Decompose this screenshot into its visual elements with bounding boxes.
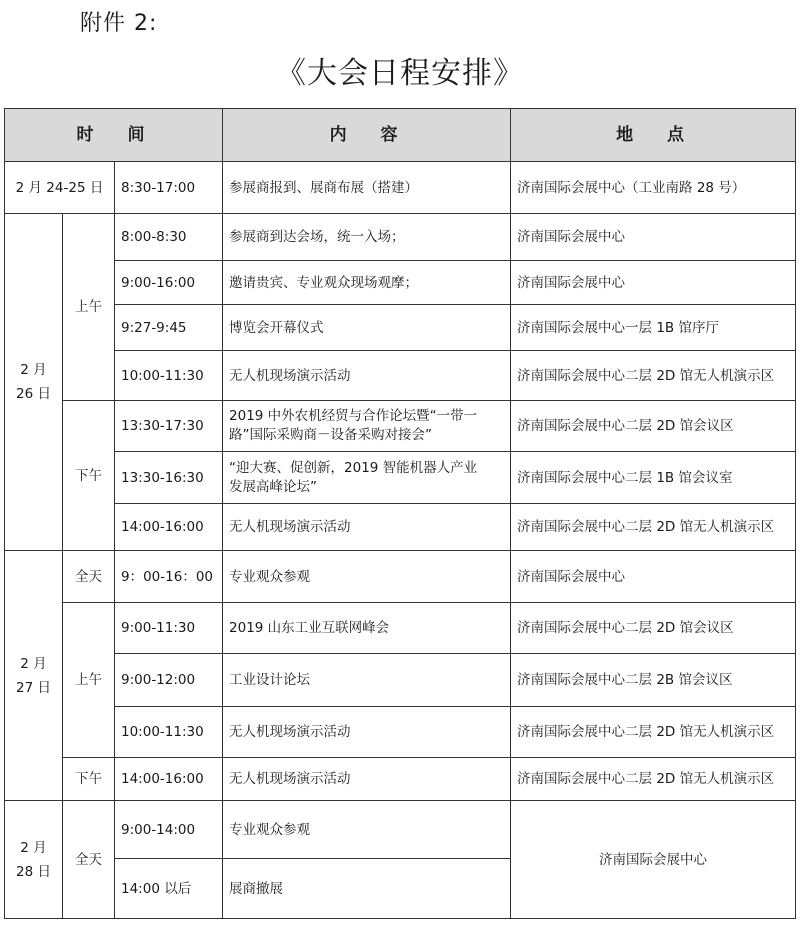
table-row [5, 305, 796, 351]
table-row [5, 551, 796, 603]
time-cell: 9：00-16：00 [115, 551, 223, 603]
table-row [5, 162, 796, 214]
page-title: 《大会日程安排》 [276, 56, 524, 91]
content-cell: 博览会开幕仪式 [223, 305, 511, 351]
table-row [5, 261, 796, 305]
time-cell: 9:00-11:30 [115, 603, 223, 654]
location-cell: 济南国际会展中心二层 1B 馆会议室 [511, 452, 796, 504]
location-cell: 济南国际会展中心 [511, 801, 796, 919]
content-line: 2019 中外农机经贸与合作论坛暨“一带一 [229, 408, 478, 424]
date-day: 26 日 [16, 386, 51, 402]
table-row [5, 758, 796, 801]
content-cell [223, 401, 511, 452]
date-cell [5, 214, 63, 551]
time-cell: 9:27-9:45 [115, 305, 223, 351]
content-cell: 专业观众参观 [223, 801, 511, 859]
schedule-table [4, 108, 796, 919]
content-cell: 参展商到达会场，统一入场； [223, 214, 511, 261]
location-cell: 济南国际会展中心一层 1B 馆序厅 [511, 305, 796, 351]
date-month: 2 月 [20, 839, 47, 856]
date-cell [5, 551, 63, 801]
time-cell: 10:00-11:30 [115, 351, 223, 401]
period-cell: 全天 [63, 551, 115, 603]
time-cell: 13:30-17:30 [115, 401, 223, 452]
content-cell: 专业观众参观 [223, 551, 511, 603]
content-line: 发展高峰论坛” [229, 478, 318, 495]
header-location: 地 点 [511, 109, 796, 162]
location-cell: 济南国际会展中心 [511, 551, 796, 603]
time-cell: 10:00-11:30 [115, 707, 223, 758]
table-row [5, 603, 796, 654]
content-cell: 无人机现场演示活动 [223, 758, 511, 801]
table-header-row [5, 109, 796, 162]
location-cell: 济南国际会展中心二层 2D 馆无人机演示区 [511, 707, 796, 758]
date-month: 2 月 [20, 362, 47, 378]
period-cell: 下午 [63, 401, 115, 551]
table-row [5, 654, 796, 707]
content-line: 路”国际采购商－设备采购对接会” [229, 427, 433, 443]
time-cell: 8:30-17:00 [115, 162, 223, 214]
location-cell: 济南国际会展中心二层 2D 馆无人机演示区 [511, 758, 796, 801]
header-time: 时 间 [5, 109, 223, 162]
content-cell: 邀请贵宾、专业观众现场观摩； [223, 261, 511, 305]
location-cell: 济南国际会展中心（工业南路 28 号） [511, 162, 796, 214]
table-row [5, 401, 796, 452]
time-cell: 14:00-16:00 [115, 504, 223, 551]
location-cell: 济南国际会展中心二层 2D 馆无人机演示区 [511, 504, 796, 551]
attachment-label: 附件 2: [80, 11, 158, 36]
time-cell: 9:00-16:00 [115, 261, 223, 305]
content-cell: 无人机现场演示活动 [223, 504, 511, 551]
time-cell: 13:30-16:30 [115, 452, 223, 504]
period-cell: 下午 [63, 758, 115, 801]
location-cell: 济南国际会展中心二层 2B 馆会议区 [511, 654, 796, 707]
content-cell [223, 452, 511, 504]
date-cell: 2 月 24-25 日 [5, 162, 115, 214]
content-cell: 工业设计论坛 [223, 654, 511, 707]
table-row [5, 452, 796, 504]
table-row [5, 214, 796, 261]
time-cell: 14:00 以后 [115, 859, 223, 919]
location-cell: 济南国际会展中心二层 2D 馆无人机演示区 [511, 351, 796, 401]
location-cell: 济南国际会展中心 [511, 261, 796, 305]
date-day: 28 日 [16, 863, 51, 880]
header-content: 内 容 [223, 109, 511, 162]
content-cell: 参展商报到、展商布展（搭建） [223, 162, 511, 214]
table-row [5, 504, 796, 551]
time-cell: 14:00-16:00 [115, 758, 223, 801]
content-cell: 无人机现场演示活动 [223, 707, 511, 758]
time-cell: 9:00-12:00 [115, 654, 223, 707]
period-cell: 上午 [63, 603, 115, 758]
date-cell [5, 801, 63, 919]
period-cell: 全天 [63, 801, 115, 919]
content-cell: 2019 山东工业互联网峰会 [223, 603, 511, 654]
table-row [5, 351, 796, 401]
time-cell: 8:00-8:30 [115, 214, 223, 261]
date-month: 2 月 [20, 655, 47, 672]
location-cell: 济南国际会展中心二层 2D 馆会议区 [511, 401, 796, 452]
content-line: “迎大赛、促创新，2019 智能机器人产业 [229, 459, 478, 476]
location-cell: 济南国际会展中心二层 2D 馆会议区 [511, 603, 796, 654]
location-cell: 济南国际会展中心 [511, 214, 796, 261]
table-row [5, 801, 796, 859]
time-cell: 9:00-14:00 [115, 801, 223, 859]
date-day: 27 日 [16, 679, 51, 696]
content-cell: 展商撤展 [223, 859, 511, 919]
period-cell: 上午 [63, 214, 115, 401]
table-row [5, 707, 796, 758]
content-cell: 无人机现场演示活动 [223, 351, 511, 401]
